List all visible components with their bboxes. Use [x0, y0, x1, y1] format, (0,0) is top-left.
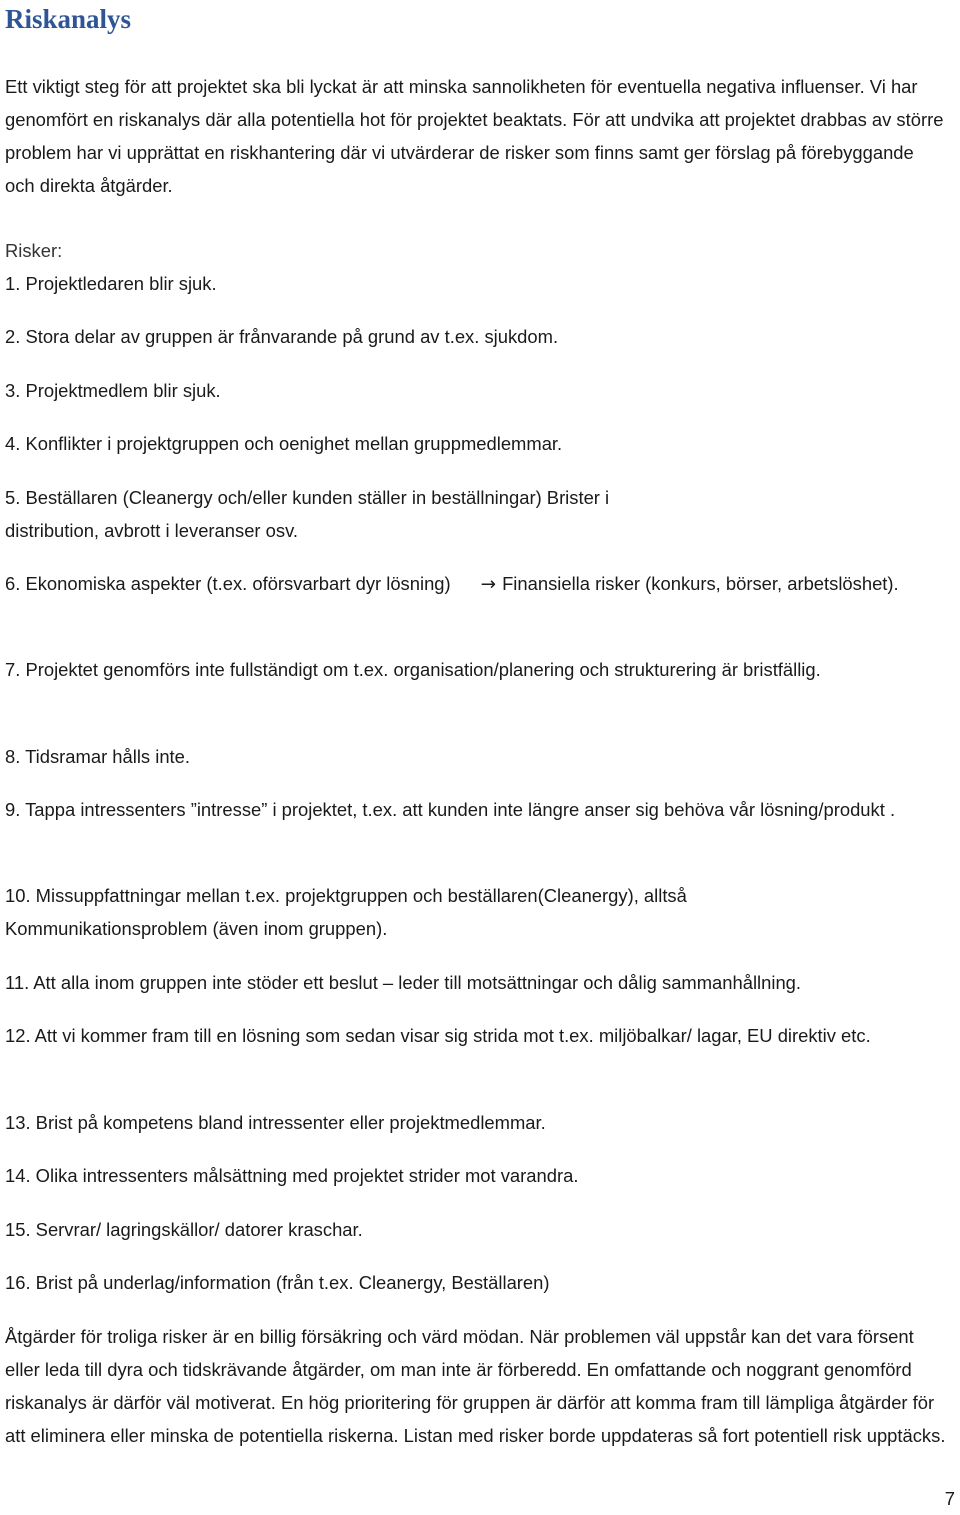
- intro-paragraph: Ett viktigt steg för att projektet ska bli lyckat är att minska sannolikheten för eventuella negativa influenser. Vi har genomfört en riskanalys där alla potentiella hot för projektet beaktats. För att undvika att projektet drabbas av större problem har vi upprättat en riskhantering där vi utvärderar de risker som finns samt ger förslag på förebyggande och direkta åtgärder.: [5, 76, 944, 196]
- risk-item-3: 3. Projektmedlem blir sjuk.: [5, 380, 221, 401]
- risk-item-11: 11. Att alla inom gruppen inte stöder ett beslut – leder till motsättningar och dålig sammanhållning.: [5, 972, 802, 993]
- risks-label: Risker:: [5, 240, 63, 261]
- risk-item-4: 4. Konflikter i projektgruppen och oenighet mellan gruppmedlemmar.: [5, 433, 563, 454]
- arrow-right-icon: →: [480, 574, 497, 595]
- risk-item-9: 9. Tappa intressenters ”intresse” i projektet, t.ex. att kunden inte längre anser sig behöva vår lösning/produkt .: [5, 799, 896, 820]
- page-heading: Riskanalys: [5, 4, 132, 34]
- risk-item-6-consequence: Finansiella risker (konkurs, börser, arbetslöshet).: [502, 573, 899, 594]
- risk-item-12: 12. Att vi kommer fram till en lösning som sedan visar sig strida mot t.ex. miljöbalkar/ lagar, EU direktiv etc.: [5, 1025, 871, 1046]
- closing-paragraph: Åtgärder för troliga risker är en billig försäkring och värd mödan. När problemen väl uppstår kan det vara försent eller leda till dyra och tidskrävande åtgärder, om man inte är förberedd. En omfattande och noggrant genomförd riskanalys är därför väl motiverat. En hög prioritering för gruppen är därför att komma fram till lämpliga åtgärder för att eliminera eller minska de potentiella riskerna. Listan med risker borde uppdateras så fort potentiell risk upptäcks.: [5, 1326, 946, 1446]
- risk-item-10: 10. Missuppfattningar mellan t.ex. projektgruppen och beställaren(Cleanergy), alltså Kommunikationsproblem (även inom gruppen).: [5, 885, 687, 939]
- risk-item-13: 13. Brist på kompetens bland intressenter eller projektmedlemmar.: [5, 1112, 546, 1133]
- risk-item-16: 16. Brist på underlag/information (från t.ex. Cleanergy, Beställaren): [5, 1272, 550, 1293]
- risk-item-6: [5, 567, 905, 601]
- page-number: 7: [944, 1488, 955, 1509]
- risk-item-1: 1. Projektledaren blir sjuk.: [5, 273, 217, 294]
- risk-item-14: 14. Olika intressenters målsättning med projektet strider mot varandra.: [5, 1165, 579, 1186]
- risk-item-7: 7. Projektet genomförs inte fullständigt om t.ex. organisation/planering och strukturering är bristfällig.: [5, 659, 821, 680]
- risk-item-5: 5. Beställaren (Cleanergy och/eller kunden ställer in beställningar) Brister i distribution, avbrott i leveranser osv.: [5, 487, 610, 541]
- risk-item-6-text: 6. Ekonomiska aspekter (t.ex. oförsvarbart dyr lösning): [5, 573, 451, 594]
- risk-item-15: 15. Servrar/ lagringskällor/ datorer kraschar.: [5, 1219, 363, 1240]
- risk-item-8: 8. Tidsramar hålls inte.: [5, 746, 191, 767]
- risk-item-2: 2. Stora delar av gruppen är frånvarande på grund av t.ex. sjukdom.: [5, 326, 559, 347]
